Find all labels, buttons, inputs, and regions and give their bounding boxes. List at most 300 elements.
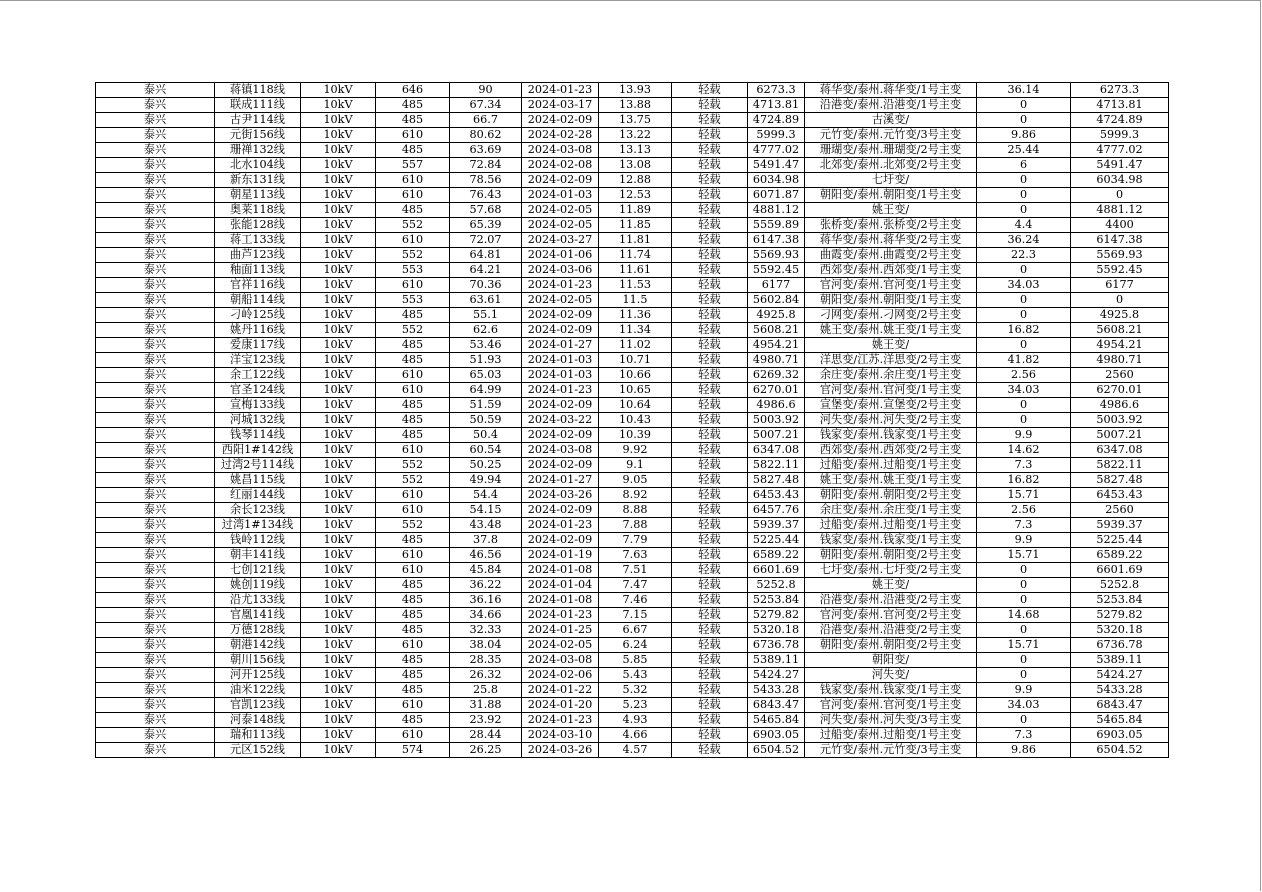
available-capacity-cell: 5592.45 bbox=[1071, 263, 1169, 278]
available-capacity-cell: 5569.93 bbox=[1071, 248, 1169, 263]
table-row bbox=[96, 353, 1169, 368]
transformer-rate-cell: 0 bbox=[977, 308, 1071, 323]
status-cell: 轻载 bbox=[672, 473, 748, 488]
voltage-cell: 10kV bbox=[301, 683, 376, 698]
transformer-rate-cell: 0 bbox=[977, 413, 1071, 428]
date-cell: 2024-02-09 bbox=[522, 458, 599, 473]
available-capacity-cell: 5827.48 bbox=[1071, 473, 1169, 488]
margin-cell: 5225.44 bbox=[748, 533, 805, 548]
region-cell: 泰兴 bbox=[96, 728, 215, 743]
table-row bbox=[96, 203, 1169, 218]
voltage-cell: 10kV bbox=[301, 98, 376, 113]
capacity-cell: 552 bbox=[376, 458, 450, 473]
load-rate-cell: 13.13 bbox=[599, 143, 672, 158]
date-cell: 2024-02-05 bbox=[522, 218, 599, 233]
transformer-rate-cell: 25.44 bbox=[977, 143, 1071, 158]
date-cell: 2024-01-06 bbox=[522, 248, 599, 263]
transformer-cell: 刁网变/泰州.刁网变/2号主变 bbox=[805, 308, 977, 323]
transformer-cell: 过船变/泰州.过船变/1号主变 bbox=[805, 728, 977, 743]
region-cell: 泰兴 bbox=[96, 683, 215, 698]
transformer-rate-cell: 6 bbox=[977, 158, 1071, 173]
date-cell: 2024-02-05 bbox=[522, 293, 599, 308]
capacity-cell: 485 bbox=[376, 593, 450, 608]
max-load-cell: 51.59 bbox=[450, 398, 522, 413]
region-cell: 泰兴 bbox=[96, 638, 215, 653]
voltage-cell: 10kV bbox=[301, 308, 376, 323]
line-name-cell: 官祥116线 bbox=[215, 278, 301, 293]
load-rate-cell: 10.65 bbox=[599, 383, 672, 398]
available-capacity-cell: 2560 bbox=[1071, 368, 1169, 383]
transformer-cell: 朝阳变/泰州.朝阳变/1号主变 bbox=[805, 293, 977, 308]
margin-cell: 5252.8 bbox=[748, 578, 805, 593]
date-cell: 2024-02-09 bbox=[522, 398, 599, 413]
max-load-cell: 25.8 bbox=[450, 683, 522, 698]
margin-cell: 6504.52 bbox=[748, 743, 805, 758]
table-row bbox=[96, 578, 1169, 593]
status-cell: 轻载 bbox=[672, 383, 748, 398]
load-rate-cell: 11.89 bbox=[599, 203, 672, 218]
available-capacity-cell: 4986.6 bbox=[1071, 398, 1169, 413]
available-capacity-cell: 5389.11 bbox=[1071, 653, 1169, 668]
load-rate-cell: 9.05 bbox=[599, 473, 672, 488]
max-load-cell: 31.88 bbox=[450, 698, 522, 713]
region-cell: 泰兴 bbox=[96, 713, 215, 728]
max-load-cell: 26.25 bbox=[450, 743, 522, 758]
margin-cell: 6273.3 bbox=[748, 83, 805, 98]
status-cell: 轻载 bbox=[672, 308, 748, 323]
line-name-cell: 朝川156线 bbox=[215, 653, 301, 668]
transformer-cell: 元竹变/泰州.元竹变/3号主变 bbox=[805, 743, 977, 758]
transformer-rate-cell: 14.62 bbox=[977, 443, 1071, 458]
transformer-cell: 蒋华变/泰州.蒋华变/1号主变 bbox=[805, 83, 977, 98]
available-capacity-cell: 5279.82 bbox=[1071, 608, 1169, 623]
max-load-cell: 28.35 bbox=[450, 653, 522, 668]
line-name-cell: 元街156线 bbox=[215, 128, 301, 143]
available-capacity-cell: 6177 bbox=[1071, 278, 1169, 293]
max-load-cell: 60.54 bbox=[450, 443, 522, 458]
available-capacity-cell: 6736.78 bbox=[1071, 638, 1169, 653]
region-cell: 泰兴 bbox=[96, 233, 215, 248]
region-cell: 泰兴 bbox=[96, 368, 215, 383]
available-capacity-cell: 5320.18 bbox=[1071, 623, 1169, 638]
transformer-cell: 七圩变/ bbox=[805, 173, 977, 188]
voltage-cell: 10kV bbox=[301, 413, 376, 428]
table-row bbox=[96, 503, 1169, 518]
transformer-cell: 沿港变/泰州.沿港变/2号主变 bbox=[805, 623, 977, 638]
table-row bbox=[96, 608, 1169, 623]
available-capacity-cell: 6273.3 bbox=[1071, 83, 1169, 98]
max-load-cell: 45.84 bbox=[450, 563, 522, 578]
load-rate-cell: 7.15 bbox=[599, 608, 672, 623]
status-cell: 轻载 bbox=[672, 728, 748, 743]
line-name-cell: 官圣124线 bbox=[215, 383, 301, 398]
line-name-cell: 姚创119线 bbox=[215, 578, 301, 593]
date-cell: 2024-03-10 bbox=[522, 728, 599, 743]
line-name-cell: 新东131线 bbox=[215, 173, 301, 188]
capacity-cell: 485 bbox=[376, 713, 450, 728]
load-rate-cell: 5.23 bbox=[599, 698, 672, 713]
region-cell: 泰兴 bbox=[96, 128, 215, 143]
load-rate-cell: 4.93 bbox=[599, 713, 672, 728]
transformer-rate-cell: 15.71 bbox=[977, 638, 1071, 653]
load-rate-cell: 13.75 bbox=[599, 113, 672, 128]
margin-cell: 4881.12 bbox=[748, 203, 805, 218]
available-capacity-cell: 4980.71 bbox=[1071, 353, 1169, 368]
voltage-cell: 10kV bbox=[301, 143, 376, 158]
available-capacity-cell: 6347.08 bbox=[1071, 443, 1169, 458]
voltage-cell: 10kV bbox=[301, 638, 376, 653]
transformer-rate-cell: 0 bbox=[977, 338, 1071, 353]
load-rate-cell: 10.66 bbox=[599, 368, 672, 383]
voltage-cell: 10kV bbox=[301, 608, 376, 623]
transformer-cell: 洋思变/江苏.洋思变/2号主变 bbox=[805, 353, 977, 368]
status-cell: 轻载 bbox=[672, 428, 748, 443]
available-capacity-cell: 4400 bbox=[1071, 218, 1169, 233]
date-cell: 2024-01-23 bbox=[522, 83, 599, 98]
available-capacity-cell: 5822.11 bbox=[1071, 458, 1169, 473]
available-capacity-cell: 4713.81 bbox=[1071, 98, 1169, 113]
region-cell: 泰兴 bbox=[96, 473, 215, 488]
line-name-cell: 油米122线 bbox=[215, 683, 301, 698]
transformer-rate-cell: 4.4 bbox=[977, 218, 1071, 233]
margin-cell: 5424.27 bbox=[748, 668, 805, 683]
capacity-cell: 485 bbox=[376, 143, 450, 158]
transformer-rate-cell: 2.56 bbox=[977, 503, 1071, 518]
region-cell: 泰兴 bbox=[96, 263, 215, 278]
load-rate-cell: 11.02 bbox=[599, 338, 672, 353]
date-cell: 2024-03-26 bbox=[522, 743, 599, 758]
table-row bbox=[96, 593, 1169, 608]
region-cell: 泰兴 bbox=[96, 308, 215, 323]
transformer-cell: 沿港变/泰州.沿港变/1号主变 bbox=[805, 98, 977, 113]
voltage-cell: 10kV bbox=[301, 323, 376, 338]
max-load-cell: 50.4 bbox=[450, 428, 522, 443]
date-cell: 2024-01-23 bbox=[522, 608, 599, 623]
transformer-cell: 官河变/泰州.官河变/2号主变 bbox=[805, 608, 977, 623]
transformer-rate-cell: 0 bbox=[977, 623, 1071, 638]
margin-cell: 5007.21 bbox=[748, 428, 805, 443]
status-cell: 轻载 bbox=[672, 443, 748, 458]
margin-cell: 4986.6 bbox=[748, 398, 805, 413]
table-row bbox=[96, 113, 1169, 128]
date-cell: 2024-02-05 bbox=[522, 203, 599, 218]
load-rate-cell: 13.08 bbox=[599, 158, 672, 173]
transformer-rate-cell: 9.86 bbox=[977, 743, 1071, 758]
margin-cell: 6269.32 bbox=[748, 368, 805, 383]
transformer-cell: 七圩变/泰州.七圩变/2号主变 bbox=[805, 563, 977, 578]
transformer-cell: 西郊变/泰州.西郊变/2号主变 bbox=[805, 443, 977, 458]
capacity-cell: 610 bbox=[376, 503, 450, 518]
margin-cell: 4724.89 bbox=[748, 113, 805, 128]
line-name-cell: 西阳1#142线 bbox=[215, 443, 301, 458]
date-cell: 2024-02-28 bbox=[522, 128, 599, 143]
transformer-rate-cell: 0 bbox=[977, 593, 1071, 608]
region-cell: 泰兴 bbox=[96, 218, 215, 233]
margin-cell: 5433.28 bbox=[748, 683, 805, 698]
status-cell: 轻载 bbox=[672, 743, 748, 758]
load-rate-cell: 8.92 bbox=[599, 488, 672, 503]
region-cell: 泰兴 bbox=[96, 548, 215, 563]
region-cell: 泰兴 bbox=[96, 623, 215, 638]
status-cell: 轻载 bbox=[672, 578, 748, 593]
load-rate-cell: 7.79 bbox=[599, 533, 672, 548]
date-cell: 2024-01-25 bbox=[522, 623, 599, 638]
status-cell: 轻载 bbox=[672, 278, 748, 293]
load-rate-cell: 8.88 bbox=[599, 503, 672, 518]
voltage-cell: 10kV bbox=[301, 203, 376, 218]
max-load-cell: 34.66 bbox=[450, 608, 522, 623]
max-load-cell: 54.4 bbox=[450, 488, 522, 503]
max-load-cell: 32.33 bbox=[450, 623, 522, 638]
margin-cell: 6736.78 bbox=[748, 638, 805, 653]
available-capacity-cell: 0 bbox=[1071, 293, 1169, 308]
capacity-cell: 485 bbox=[376, 413, 450, 428]
max-load-cell: 55.1 bbox=[450, 308, 522, 323]
status-cell: 轻载 bbox=[672, 683, 748, 698]
transformer-cell: 宣堡变/泰州.宣堡变/2号主变 bbox=[805, 398, 977, 413]
table-row bbox=[96, 743, 1169, 758]
transformer-cell: 曲霞变/泰州.曲霞变/2号主变 bbox=[805, 248, 977, 263]
date-cell: 2024-01-27 bbox=[522, 338, 599, 353]
margin-cell: 6347.08 bbox=[748, 443, 805, 458]
date-cell: 2024-03-08 bbox=[522, 443, 599, 458]
transformer-rate-cell: 36.24 bbox=[977, 233, 1071, 248]
load-rate-cell: 12.53 bbox=[599, 188, 672, 203]
status-cell: 轻载 bbox=[672, 488, 748, 503]
region-cell: 泰兴 bbox=[96, 113, 215, 128]
capacity-cell: 485 bbox=[376, 683, 450, 698]
capacity-cell: 485 bbox=[376, 533, 450, 548]
voltage-cell: 10kV bbox=[301, 338, 376, 353]
date-cell: 2024-03-06 bbox=[522, 263, 599, 278]
margin-cell: 4980.71 bbox=[748, 353, 805, 368]
region-cell: 泰兴 bbox=[96, 398, 215, 413]
voltage-cell: 10kV bbox=[301, 443, 376, 458]
status-cell: 轻载 bbox=[672, 353, 748, 368]
available-capacity-cell: 5252.8 bbox=[1071, 578, 1169, 593]
region-cell: 泰兴 bbox=[96, 353, 215, 368]
transformer-cell: 珊瑚变/泰州.珊瑚变/2号主变 bbox=[805, 143, 977, 158]
margin-cell: 6453.43 bbox=[748, 488, 805, 503]
transformer-rate-cell: 9.9 bbox=[977, 533, 1071, 548]
max-load-cell: 49.94 bbox=[450, 473, 522, 488]
transformer-rate-cell: 0 bbox=[977, 263, 1071, 278]
max-load-cell: 67.34 bbox=[450, 98, 522, 113]
table-row bbox=[96, 248, 1169, 263]
transformer-cell: 蒋华变/泰州.蒋华变/2号主变 bbox=[805, 233, 977, 248]
max-load-cell: 50.25 bbox=[450, 458, 522, 473]
capacity-cell: 610 bbox=[376, 443, 450, 458]
load-rate-cell: 7.47 bbox=[599, 578, 672, 593]
transformer-cell: 朝阳变/ bbox=[805, 653, 977, 668]
voltage-cell: 10kV bbox=[301, 533, 376, 548]
margin-cell: 6457.76 bbox=[748, 503, 805, 518]
date-cell: 2024-01-22 bbox=[522, 683, 599, 698]
region-cell: 泰兴 bbox=[96, 413, 215, 428]
line-name-cell: 沿尤133线 bbox=[215, 593, 301, 608]
voltage-cell: 10kV bbox=[301, 653, 376, 668]
region-cell: 泰兴 bbox=[96, 428, 215, 443]
capacity-cell: 610 bbox=[376, 368, 450, 383]
region-cell: 泰兴 bbox=[96, 203, 215, 218]
table-row bbox=[96, 323, 1169, 338]
table-row bbox=[96, 413, 1169, 428]
transformer-rate-cell: 41.82 bbox=[977, 353, 1071, 368]
load-rate-cell: 9.92 bbox=[599, 443, 672, 458]
region-cell: 泰兴 bbox=[96, 563, 215, 578]
capacity-cell: 557 bbox=[376, 158, 450, 173]
load-rate-cell: 11.74 bbox=[599, 248, 672, 263]
capacity-cell: 552 bbox=[376, 218, 450, 233]
transformer-rate-cell: 14.68 bbox=[977, 608, 1071, 623]
capacity-cell: 610 bbox=[376, 563, 450, 578]
table-row bbox=[96, 458, 1169, 473]
status-cell: 轻载 bbox=[672, 608, 748, 623]
max-load-cell: 28.44 bbox=[450, 728, 522, 743]
status-cell: 轻载 bbox=[672, 143, 748, 158]
transformer-cell: 钱家变/泰州.钱家变/1号主变 bbox=[805, 428, 977, 443]
date-cell: 2024-02-09 bbox=[522, 503, 599, 518]
available-capacity-cell: 0 bbox=[1071, 188, 1169, 203]
load-rate-cell: 11.53 bbox=[599, 278, 672, 293]
load-rate-cell: 4.66 bbox=[599, 728, 672, 743]
margin-cell: 5320.18 bbox=[748, 623, 805, 638]
max-load-cell: 64.99 bbox=[450, 383, 522, 398]
region-cell: 泰兴 bbox=[96, 158, 215, 173]
transformer-cell: 官河变/泰州.官河变/1号主变 bbox=[805, 278, 977, 293]
table-row bbox=[96, 488, 1169, 503]
load-rate-cell: 7.88 bbox=[599, 518, 672, 533]
load-rate-cell: 11.61 bbox=[599, 263, 672, 278]
status-cell: 轻载 bbox=[672, 218, 748, 233]
available-capacity-cell: 6147.38 bbox=[1071, 233, 1169, 248]
load-rate-cell: 12.88 bbox=[599, 173, 672, 188]
voltage-cell: 10kV bbox=[301, 83, 376, 98]
capacity-cell: 485 bbox=[376, 668, 450, 683]
voltage-cell: 10kV bbox=[301, 548, 376, 563]
capacity-cell: 553 bbox=[376, 293, 450, 308]
table-row bbox=[96, 473, 1169, 488]
margin-cell: 5279.82 bbox=[748, 608, 805, 623]
load-rate-cell: 9.1 bbox=[599, 458, 672, 473]
available-capacity-cell: 4954.21 bbox=[1071, 338, 1169, 353]
table-row bbox=[96, 638, 1169, 653]
available-capacity-cell: 6270.01 bbox=[1071, 383, 1169, 398]
available-capacity-cell: 4881.12 bbox=[1071, 203, 1169, 218]
voltage-cell: 10kV bbox=[301, 383, 376, 398]
transformer-rate-cell: 34.03 bbox=[977, 383, 1071, 398]
date-cell: 2024-01-08 bbox=[522, 593, 599, 608]
transformer-rate-cell: 0 bbox=[977, 113, 1071, 128]
load-rate-cell: 11.85 bbox=[599, 218, 672, 233]
date-cell: 2024-03-08 bbox=[522, 653, 599, 668]
transformer-rate-cell: 9.86 bbox=[977, 128, 1071, 143]
line-name-cell: 瑞和113线 bbox=[215, 728, 301, 743]
date-cell: 2024-03-26 bbox=[522, 488, 599, 503]
line-name-cell: 奥莱118线 bbox=[215, 203, 301, 218]
status-cell: 轻载 bbox=[672, 668, 748, 683]
table-body bbox=[96, 83, 1169, 758]
available-capacity-cell: 6843.47 bbox=[1071, 698, 1169, 713]
line-name-cell: 河泰148线 bbox=[215, 713, 301, 728]
status-cell: 轻载 bbox=[672, 623, 748, 638]
date-cell: 2024-01-03 bbox=[522, 368, 599, 383]
max-load-cell: 72.84 bbox=[450, 158, 522, 173]
capacity-cell: 485 bbox=[376, 623, 450, 638]
table-row bbox=[96, 83, 1169, 98]
table-row bbox=[96, 428, 1169, 443]
region-cell: 泰兴 bbox=[96, 698, 215, 713]
max-load-cell: 53.46 bbox=[450, 338, 522, 353]
margin-cell: 5389.11 bbox=[748, 653, 805, 668]
voltage-cell: 10kV bbox=[301, 353, 376, 368]
line-name-cell: 宣梅133线 bbox=[215, 398, 301, 413]
table-row bbox=[96, 368, 1169, 383]
load-table bbox=[95, 82, 1169, 758]
table-row bbox=[96, 698, 1169, 713]
load-rate-cell: 6.24 bbox=[599, 638, 672, 653]
line-name-cell: 北水104线 bbox=[215, 158, 301, 173]
voltage-cell: 10kV bbox=[301, 473, 376, 488]
voltage-cell: 10kV bbox=[301, 158, 376, 173]
voltage-cell: 10kV bbox=[301, 458, 376, 473]
region-cell: 泰兴 bbox=[96, 743, 215, 758]
load-rate-cell: 10.43 bbox=[599, 413, 672, 428]
voltage-cell: 10kV bbox=[301, 113, 376, 128]
available-capacity-cell: 2560 bbox=[1071, 503, 1169, 518]
transformer-cell: 钱家变/泰州.钱家变/1号主变 bbox=[805, 683, 977, 698]
capacity-cell: 552 bbox=[376, 323, 450, 338]
margin-cell: 5003.92 bbox=[748, 413, 805, 428]
line-name-cell: 元区152线 bbox=[215, 743, 301, 758]
line-name-cell: 钱琴114线 bbox=[215, 428, 301, 443]
transformer-cell: 张桥变/泰州.张桥变/2号主变 bbox=[805, 218, 977, 233]
capacity-cell: 610 bbox=[376, 488, 450, 503]
transformer-rate-cell: 7.3 bbox=[977, 518, 1071, 533]
table-row bbox=[96, 548, 1169, 563]
date-cell: 2024-01-23 bbox=[522, 383, 599, 398]
status-cell: 轻载 bbox=[672, 293, 748, 308]
voltage-cell: 10kV bbox=[301, 398, 376, 413]
capacity-cell: 485 bbox=[376, 113, 450, 128]
max-load-cell: 50.59 bbox=[450, 413, 522, 428]
margin-cell: 5827.48 bbox=[748, 473, 805, 488]
line-name-cell: 张能128线 bbox=[215, 218, 301, 233]
capacity-cell: 610 bbox=[376, 383, 450, 398]
transformer-cell: 姚王变/ bbox=[805, 578, 977, 593]
voltage-cell: 10kV bbox=[301, 698, 376, 713]
transformer-rate-cell: 0 bbox=[977, 293, 1071, 308]
transformer-cell: 官河变/泰州.官河变/1号主变 bbox=[805, 698, 977, 713]
line-name-cell: 刁岭125线 bbox=[215, 308, 301, 323]
line-name-cell: 余长123线 bbox=[215, 503, 301, 518]
table-row bbox=[96, 653, 1169, 668]
transformer-cell: 姚王变/ bbox=[805, 203, 977, 218]
transformer-cell: 北郊变/泰州.北郊变/2号主变 bbox=[805, 158, 977, 173]
region-cell: 泰兴 bbox=[96, 488, 215, 503]
status-cell: 轻载 bbox=[672, 518, 748, 533]
date-cell: 2024-01-03 bbox=[522, 188, 599, 203]
load-rate-cell: 13.93 bbox=[599, 83, 672, 98]
line-name-cell: 釉面113线 bbox=[215, 263, 301, 278]
line-name-cell: 过湾1#134线 bbox=[215, 518, 301, 533]
capacity-cell: 610 bbox=[376, 278, 450, 293]
transformer-cell: 姚王变/ bbox=[805, 338, 977, 353]
region-cell: 泰兴 bbox=[96, 443, 215, 458]
line-name-cell: 官凰141线 bbox=[215, 608, 301, 623]
margin-cell: 5608.21 bbox=[748, 323, 805, 338]
load-rate-cell: 11.34 bbox=[599, 323, 672, 338]
